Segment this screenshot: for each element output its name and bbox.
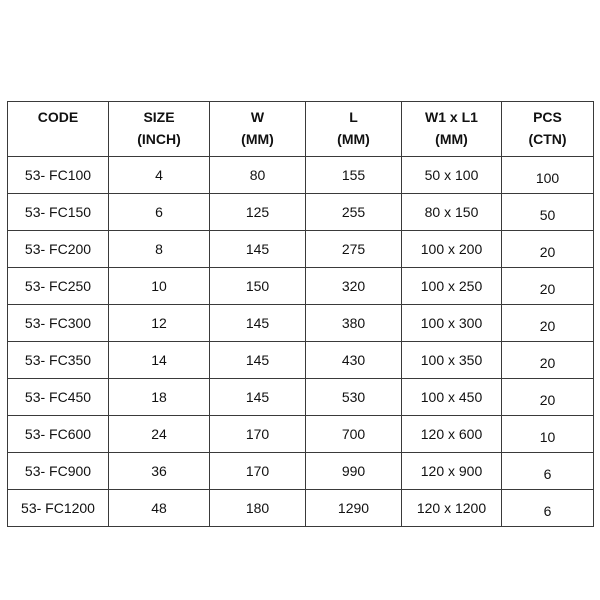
cell-w1xl1: 100 x 300 [402,305,502,342]
header-w1xl1-unit: (MM) [435,131,468,147]
header-w1xl1-title: W1 x L1 [425,109,478,125]
table-row [8,342,594,379]
cell-code: 53- FC100 [8,157,109,194]
header-w1xl1 [402,102,502,157]
cell-pcs: 6 [502,453,594,490]
header-w-unit: (MM) [241,131,274,147]
table-row [8,231,594,268]
cell-w: 150 [210,268,306,305]
cell-size: 48 [109,490,210,527]
header-pcs [502,102,594,157]
cell-l: 255 [306,194,402,231]
cell-size: 24 [109,416,210,453]
cell-w: 145 [210,379,306,416]
cell-w1xl1: 120 x 1200 [402,490,502,527]
cell-w1xl1: 100 x 450 [402,379,502,416]
cell-code: 53- FC200 [8,231,109,268]
header-code-title: CODE [37,109,79,125]
table-row [8,157,594,194]
header-code [8,102,109,157]
cell-code: 53- FC1200 [8,490,109,527]
cell-w: 125 [210,194,306,231]
cell-w1xl1: 120 x 900 [402,453,502,490]
header-l [306,102,402,157]
cell-l: 275 [306,231,402,268]
header-size [109,102,210,157]
header-size-title: SIZE [143,109,175,125]
cell-w: 170 [210,453,306,490]
cell-l: 320 [306,268,402,305]
cell-size: 4 [109,157,210,194]
table-body [8,157,594,527]
cell-pcs: 20 [502,342,594,379]
cell-l: 530 [306,379,402,416]
cell-w: 80 [210,157,306,194]
header-l-title: L [349,109,358,125]
table-row [8,453,594,490]
cell-size: 12 [109,305,210,342]
cell-size: 36 [109,453,210,490]
table-row [8,194,594,231]
cell-size: 18 [109,379,210,416]
cell-code: 53- FC300 [8,305,109,342]
cell-code: 53- FC450 [8,379,109,416]
cell-w1xl1: 100 x 250 [402,268,502,305]
cell-pcs: 20 [502,305,594,342]
cell-l: 990 [306,453,402,490]
header-size-unit: (INCH) [137,131,181,147]
cell-w1xl1: 50 x 100 [402,157,502,194]
cell-l: 1290 [306,490,402,527]
cell-code: 53- FC600 [8,416,109,453]
table-header [8,102,594,157]
cell-w: 145 [210,342,306,379]
cell-pcs: 50 [502,194,594,231]
cell-w: 170 [210,416,306,453]
table-row [8,379,594,416]
cell-size: 14 [109,342,210,379]
table-row [8,490,594,527]
header-l-unit: (MM) [337,131,370,147]
cell-l: 700 [306,416,402,453]
cell-pcs: 20 [502,268,594,305]
cell-pcs: 20 [502,231,594,268]
table-row [8,416,594,453]
cell-w1xl1: 120 x 600 [402,416,502,453]
header-pcs-title: PCS [533,109,562,125]
product-spec-table [7,101,594,527]
cell-l: 380 [306,305,402,342]
cell-pcs: 6 [502,490,594,527]
table-row [8,268,594,305]
cell-w: 145 [210,305,306,342]
cell-pcs: 100 [502,157,594,194]
cell-code: 53- FC150 [8,194,109,231]
cell-w1xl1: 100 x 350 [402,342,502,379]
header-row [8,102,594,157]
header-pcs-unit: (CTN) [528,131,567,147]
cell-w: 145 [210,231,306,268]
cell-code: 53- FC900 [8,453,109,490]
cell-code: 53- FC350 [8,342,109,379]
cell-w1xl1: 80 x 150 [402,194,502,231]
cell-l: 155 [306,157,402,194]
header-w-title: W [250,109,265,125]
cell-w: 180 [210,490,306,527]
cell-pcs: 10 [502,416,594,453]
table-row [8,305,594,342]
cell-code: 53- FC250 [8,268,109,305]
cell-size: 6 [109,194,210,231]
cell-size: 10 [109,268,210,305]
cell-w1xl1: 100 x 200 [402,231,502,268]
cell-l: 430 [306,342,402,379]
cell-pcs: 20 [502,379,594,416]
cell-size: 8 [109,231,210,268]
header-w [210,102,306,157]
